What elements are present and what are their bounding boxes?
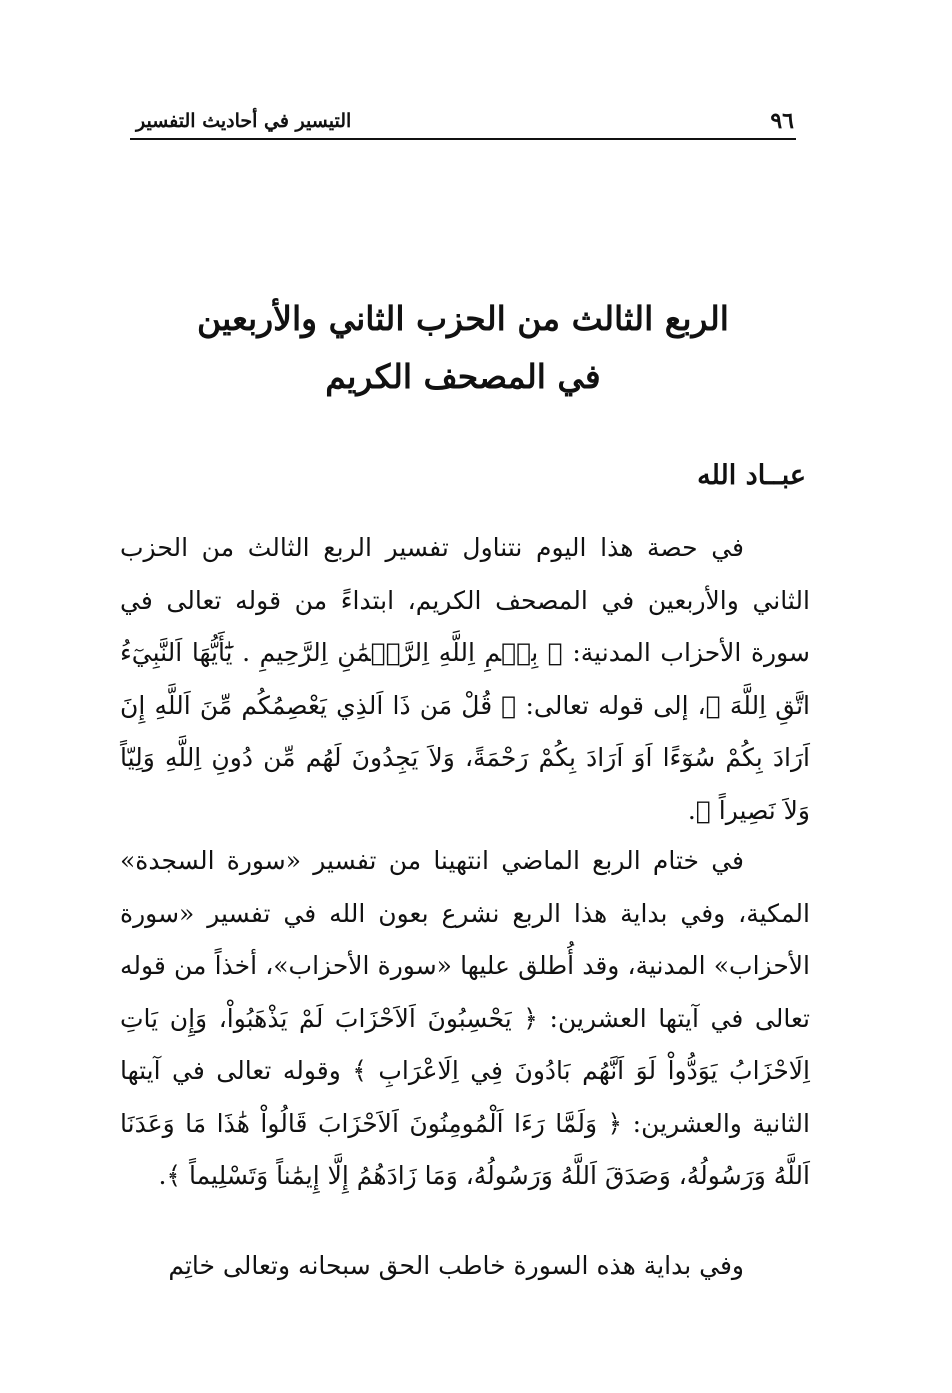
paragraph bbox=[120, 835, 810, 1203]
paragraph-text: في ختام الربع الماضي انتهينا من تفسير «سورة السجدة» المكية، وفي بداية هذا الربع نشرع بعون الله في تفسير «سورة الأحزاب» المدنية، وقد أُطلق عليها «سورة الأحزاب»، أخذاً من قوله تعالى في آيتها العشرين: ﴿ يَحْسِبُونَ اَلاَحْزَابَ لَمْ يَذْهَبُواْ، وَإِن يَاتِ اِلَاحْزَابُ يَوَدُّواْ لَوَ اَنَّهُم بَادُونَ فِي اِلَاعْرَابِ ﴾ وقوله تعالى في آيتها الثانية والعشرين: ﴿ وَلَمَّا رَءَا اَلْمُومِنُونَ اَلاَحْزَابَ قَالُواْ هَٰذَا مَا وَعَدَنَا اَللَّهُ وَرَسُولُهُ، وَصَدَقَ اَللَّهُ وَرَسُولُهُ، وَمَا زَادَهُمُ إِلَّا إِيمَٰناً وَتَسْلِيماً ﴾. bbox=[120, 846, 810, 1190]
paragraph bbox=[120, 1240, 810, 1293]
chapter-title-line-1: الربع الثالث من الحزب الثاني والأربعين bbox=[197, 299, 729, 338]
section-heading: عبــاد الله bbox=[697, 460, 806, 491]
paragraph bbox=[120, 522, 810, 837]
paragraph-text: في حصة هذا اليوم نتناول تفسير الربع الثالث من الحزب الثاني والأربعين في المصحف الكريم، ابتداءً من قوله تعالى في سورة الأحزاب المدنية: ﴿ بِسۡمِ اِللَّهِ اِلرَّحۡمَٰنِ اِلرَّحِيمِ . يَٰٓأَيُّهَا اَلنَّبِيٓءُ اتَّقِ اِللَّهَ ﴾، إلى قوله تعالى: ﴿ قُلْ مَن ذَا اَلذِي يَعْصِمُكُم مِّنَ اَللَّهِ إِنَ اَرَادَ بِكُمْ سُوٓءًا اَوَ اَرَادَ بِكُمْ رَحْمَةً، وَلاَ يَجِدُونَ لَهُم مِّن دُونِ اِللَّهِ وَلِيّاً وَلاَ نَصِيراً ﴾. bbox=[120, 533, 810, 825]
book-title: التيسير في أحاديث التفسير bbox=[136, 110, 352, 132]
running-header bbox=[130, 108, 796, 140]
chapter-title-line-2: في المصحف الكريم bbox=[325, 357, 601, 396]
chapter-title bbox=[130, 290, 796, 406]
page-number: ٩٦ bbox=[770, 108, 794, 134]
paragraph-text: وفي بداية هذه السورة خاطب الحق سبحانه وتعالى خاتِم bbox=[168, 1251, 744, 1280]
